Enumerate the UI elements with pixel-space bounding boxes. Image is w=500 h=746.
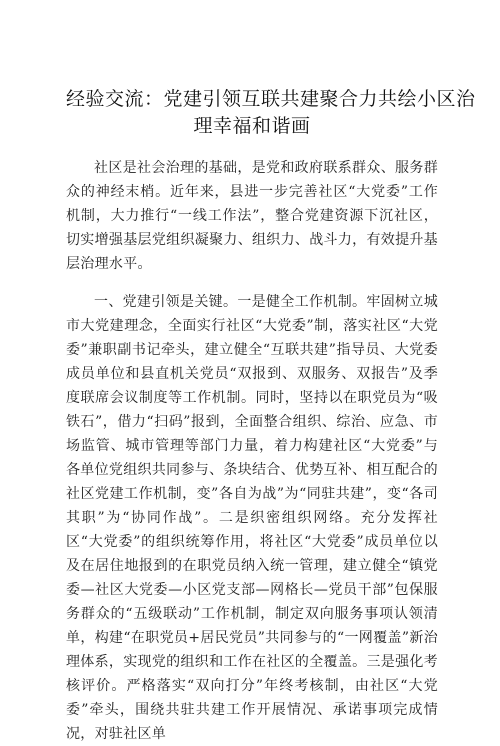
section-one-paragraph: 一、党建引领是关键。一是健全工作机制。牢固树立城市大党建理念，全面实行社区“大党委”制，落实社区“大党委”兼职副书记牵头，建立健全“互联共建”指导员、大党委成员单位和县直机关党员“双报到、双服务、双报告”及季度联席会议制度等工作机制。同时，坚持以在职党员为“吸铁石”，借力“扫码”报到，全面整合组织、综治、应急、市场监管、城市管理等部门力量，着力构建社区“大党委”与各单位党组织共同参与、条块结合、优势互补、相互配合的社区党建工作机制，变”各自为战”为“同驻共建”，变“各司其职”为“协同作战”。二是织密组织网络。充分发挥社区“大党委”的组织统筹作用，将社区“大党委”成员单位以及在居住地报到的在职党员纳入统一管理，建立健全“镇党委—社区大党委—小区党支部—网格长—党员干部”包保服务群众的“五级联动”工作机制，制定双向服务事项认领清单，构建“在职党员+居民党员”共同参与的“一网覆盖”新治理体系，实现党的组织和工作在社区的全覆盖。三是强化考核评价。严格落实“双向打分”年终考核制，由社区“大党委”牵头，围绕共驻共建工作开展情况、承诺事项完成情况，对驻社区单 [66, 294, 438, 742]
document-title-line-1: 经验交流：党建引领互联共建聚合力共绘小区治 [66, 88, 476, 110]
document-title [66, 86, 476, 140]
document-body [66, 156, 438, 746]
document-title-line-2: 理幸福和谐画 [193, 115, 311, 137]
intro-paragraph: 社区是社会治理的基础，是党和政府联系群众、服务群众的神经末梢。近年来，县进一步完善社区“大党委”工作机制，大力推行“一线工作法”，整合党建资源下沉社区，切实增强基层党组织凝聚力、组织力、战斗力，有效提升基层治理水平。 [66, 160, 438, 272]
